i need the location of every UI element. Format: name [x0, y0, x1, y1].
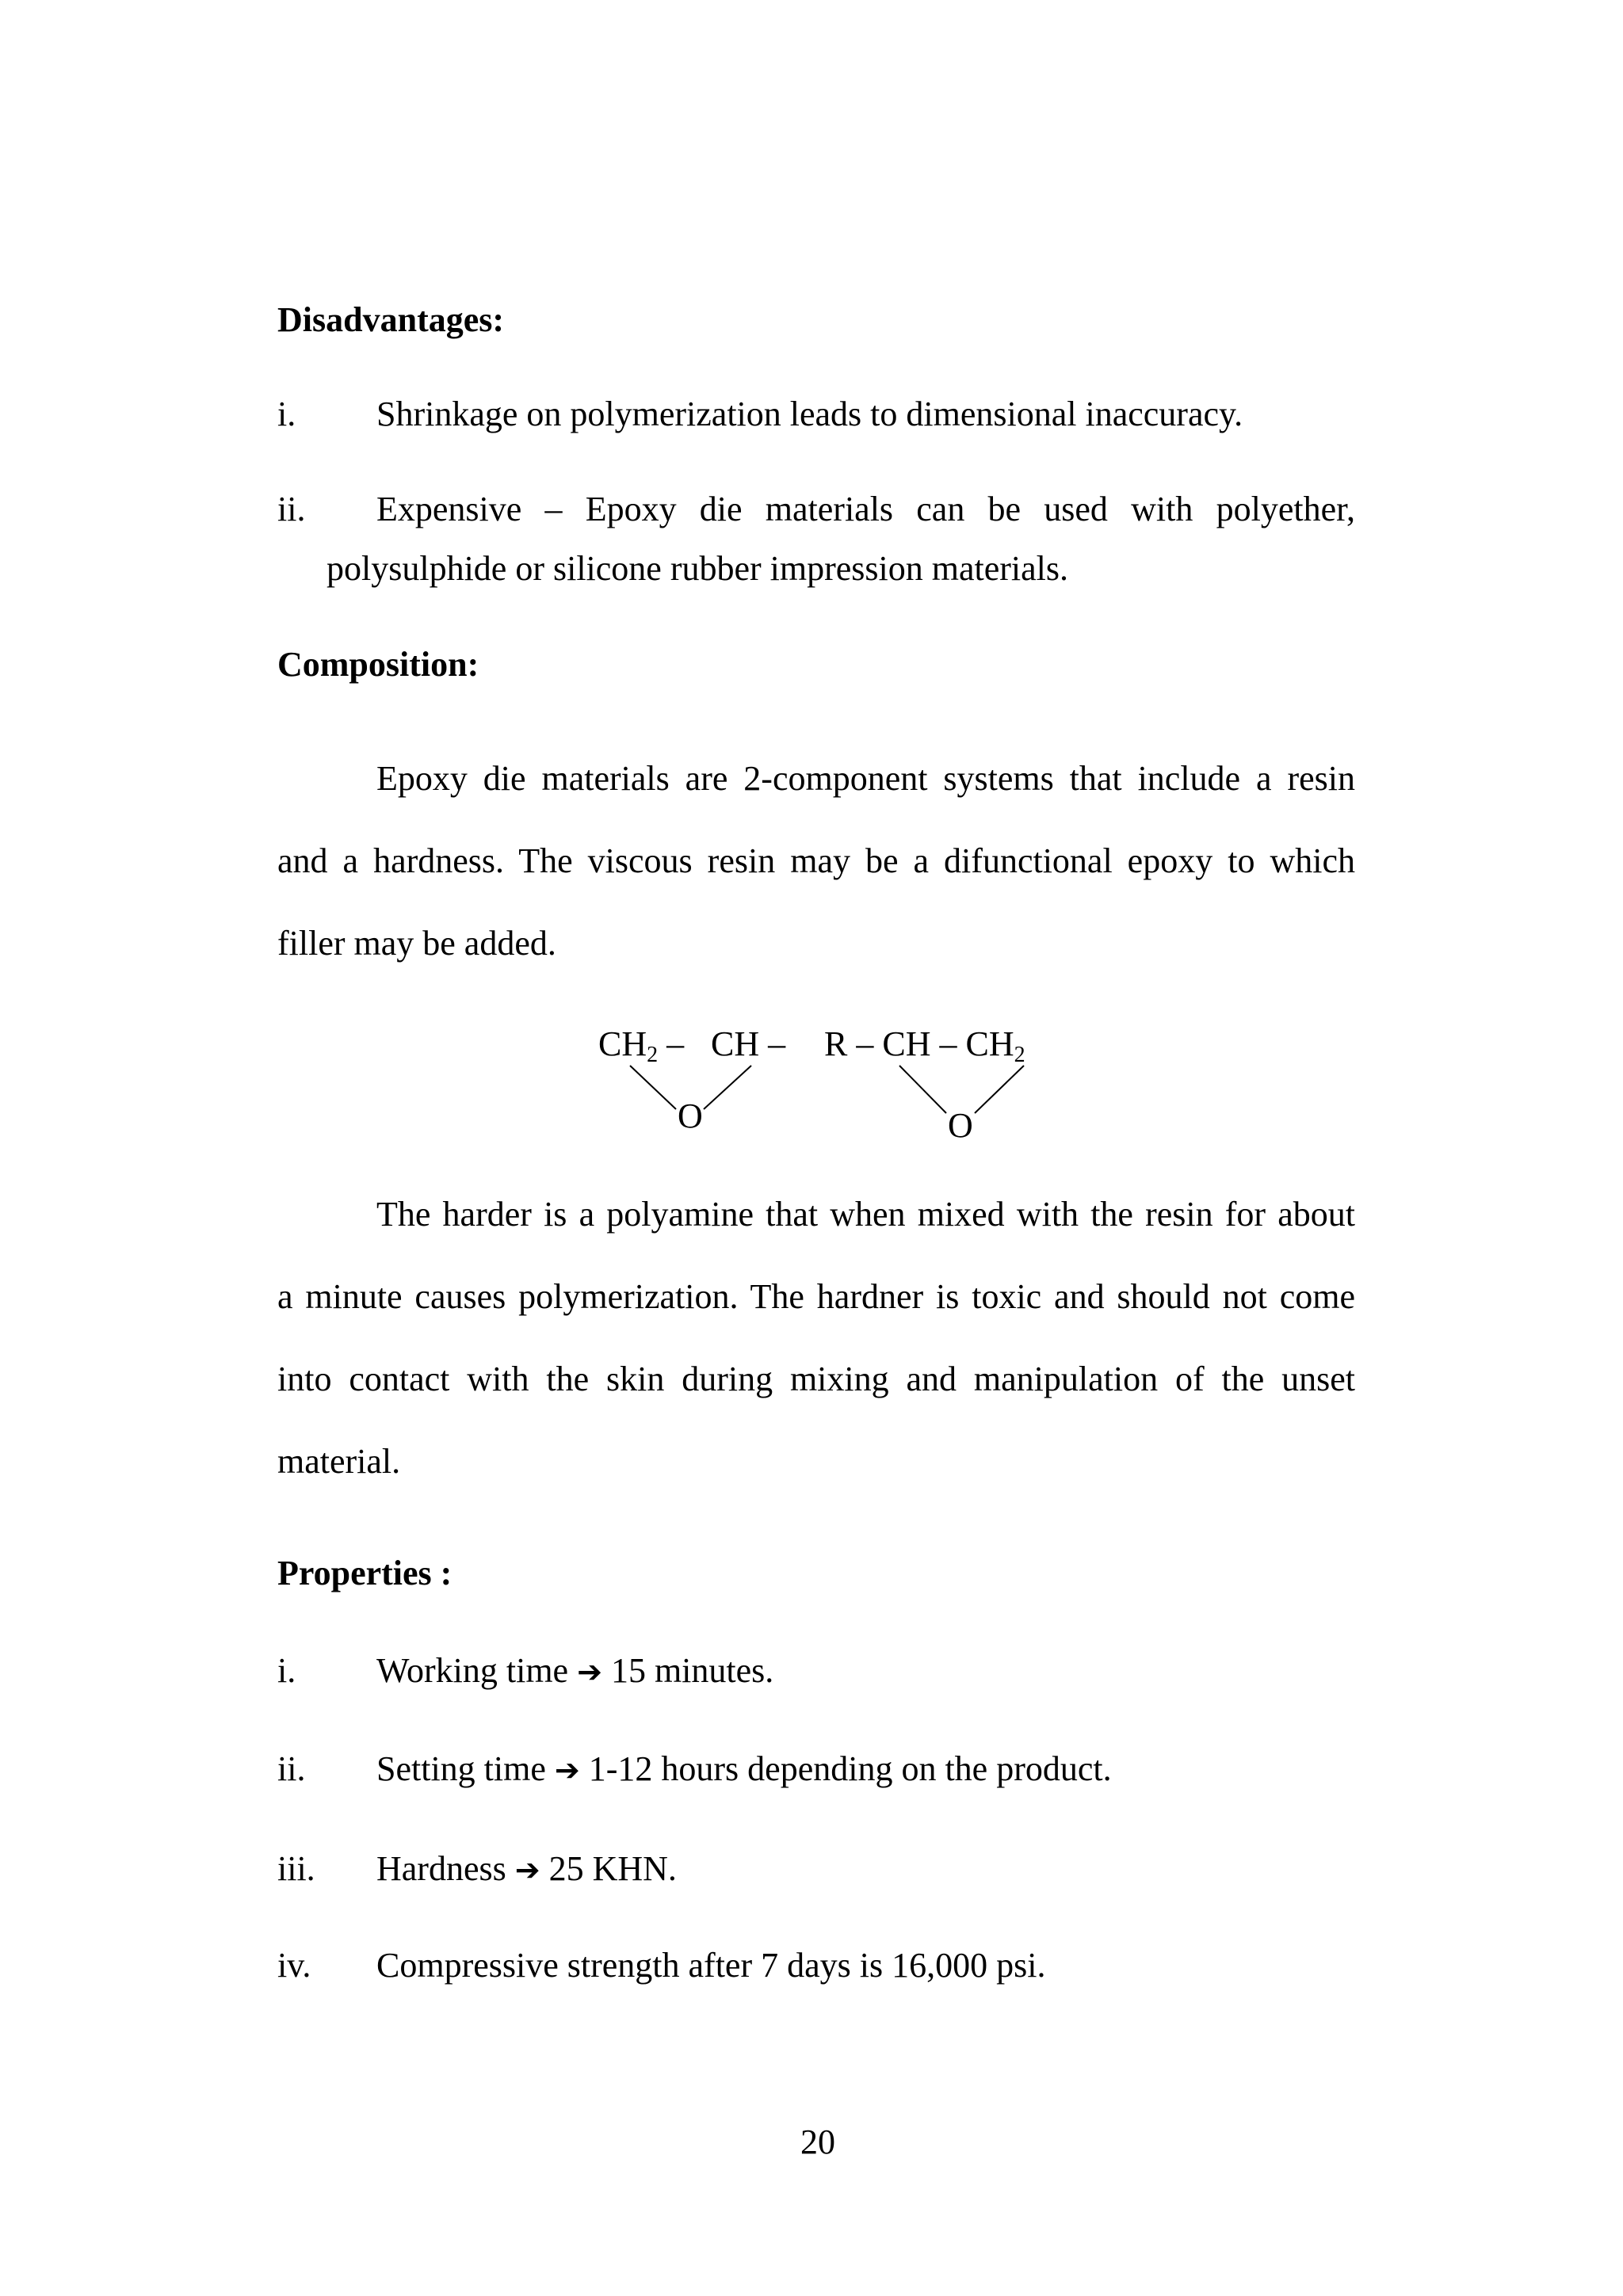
- formula-oxygen-right: O: [948, 1106, 973, 1145]
- list-item-number: iii.: [277, 1849, 315, 1888]
- formula-ch2: CH: [598, 1024, 647, 1063]
- formula-r-ch-ch2: R – CH – CH: [824, 1024, 1014, 1063]
- property-label: Setting time: [376, 1749, 546, 1788]
- bond-line: [630, 1066, 676, 1109]
- bond-line: [899, 1066, 946, 1113]
- arrow-right-icon: ➔: [554, 1753, 580, 1787]
- paragraph-text: a minute causes polymerization. The hardner is toxic and should not come: [277, 1277, 1355, 1316]
- property-label: Working time: [376, 1651, 569, 1690]
- paragraph-line: [376, 1194, 1355, 1234]
- formula-oxygen-left: O: [678, 1097, 703, 1135]
- disadvantages-heading: Disadvantages:: [277, 300, 505, 339]
- list-item-text: [376, 1848, 677, 1889]
- paragraph-text: and a hardness. The viscous resin may be a difunctional epoxy to which: [277, 841, 1355, 880]
- formula-dash: –: [658, 1024, 685, 1063]
- property-label: Hardness: [376, 1849, 506, 1888]
- paragraph-line: [277, 1359, 1355, 1399]
- list-item-number: ii.: [277, 1749, 306, 1788]
- bond-line: [704, 1066, 751, 1109]
- property-value: 15 minutes.: [610, 1651, 774, 1690]
- property-value: 1-12 hours depending on the product.: [588, 1749, 1112, 1788]
- list-item-text: Compressive strength after 7 days is 16,000 psi.: [376, 1946, 1046, 1985]
- list-item-text: [376, 1650, 773, 1691]
- properties-heading: Properties :: [277, 1554, 453, 1592]
- paragraph-text: The harder is a polyamine that when mixed with the resin for about: [376, 1195, 1355, 1234]
- list-item-number: i.: [277, 395, 296, 433]
- list-item-number: iv.: [277, 1946, 311, 1985]
- paragraph-line: filler may be added.: [277, 924, 556, 963]
- list-item-number: i.: [277, 1651, 296, 1690]
- paragraph-text: into contact with the skin during mixing and manipulation of the unset: [277, 1360, 1355, 1398]
- list-item-continuation: polysulphide or silicone rubber impression materials.: [327, 549, 1069, 588]
- list-item-text: Shrinkage on polymerization leads to dimensional inaccuracy.: [376, 395, 1243, 433]
- list-item-number: ii.: [277, 490, 306, 528]
- arrow-right-icon: ➔: [514, 1852, 540, 1887]
- paragraph-line: [277, 1276, 1355, 1317]
- property-value: 25 KHN.: [548, 1849, 677, 1888]
- paragraph-line: material.: [277, 1442, 401, 1481]
- formula-subscript: 2: [647, 1043, 659, 1067]
- page-number: 20: [800, 2122, 835, 2161]
- list-item-line: Expensive – Epoxy die materials can be used with polyether,: [376, 490, 1355, 528]
- bond-line: [975, 1066, 1024, 1113]
- composition-heading: Composition:: [277, 645, 479, 684]
- formula-ch: CH –: [711, 1024, 786, 1063]
- formula-subscript: 2: [1014, 1043, 1025, 1067]
- paragraph-text: Epoxy die materials are 2-component systems that include a resin: [376, 759, 1355, 798]
- arrow-right-icon: ➔: [577, 1654, 602, 1689]
- list-item-text: [376, 1749, 1112, 1789]
